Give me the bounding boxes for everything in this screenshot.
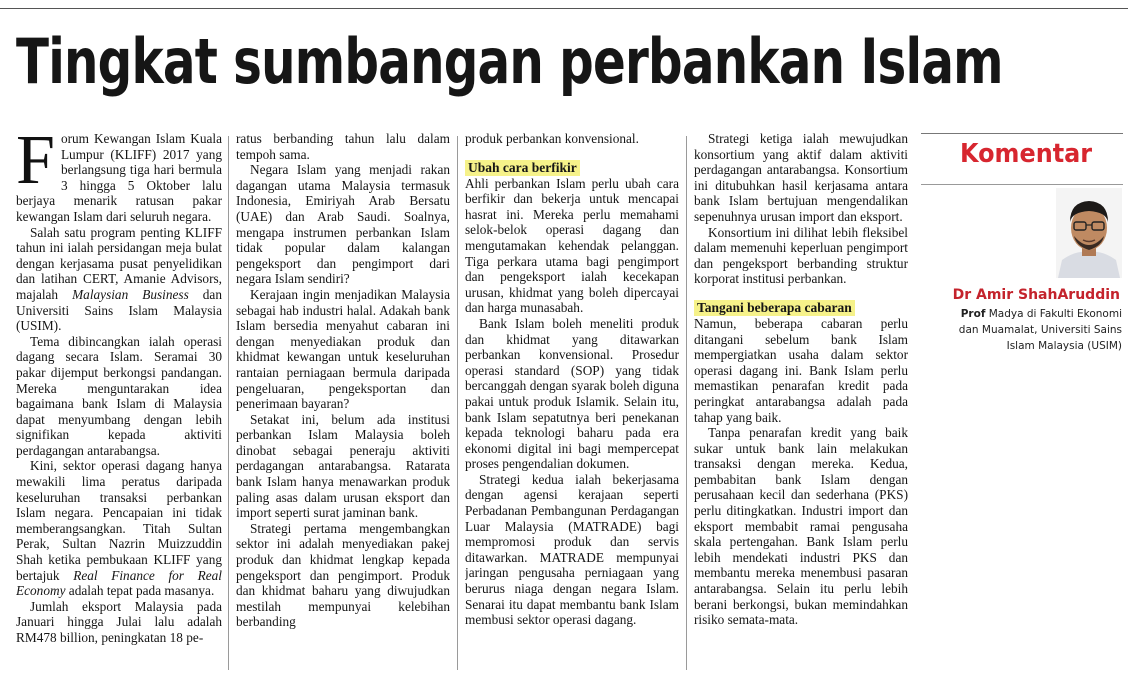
paragraph: Setakat ini, belum ada institusi perbankan Islam Malaysia boleh dinobat sebagai peneraju aktiviti perdagangan antarabangsa. Ratarata bank Islam hanya menawarkan produk paling asas dalam urusan eksport dan import seperti surat jaminan bank. bbox=[236, 411, 450, 521]
paragraph: Tanpa penarafan kredit yang baik sukar untuk bank lain melakukan transaksi dengan mereka. Kedua, pembabitan bank Islam dengan perusahaan kecil dan sederhana (PKS) perlu ditingkatkan. Industri import dan eksport membabit ramai pengusaha skala pertengahan. Bank Islam perlu lebih mendekati industri PKS dan membantu mereka menembusi pasaran antarabangsa. Selain itu perlu lebih berani berkongsi, bukan memindahkan risiko semata-mata. bbox=[694, 425, 908, 628]
subhead-container bbox=[465, 147, 679, 176]
top-rule bbox=[0, 8, 1128, 9]
article-column-4 bbox=[694, 131, 908, 671]
paragraph: Tema dibincangkan ialah operasi dagang secara Islam. Seramai 30 pakar dijemput berkongsi pandangan. Mereka menguntarakan idea bagaimana bank Islam di Malaysia dapat menyumbang dengan lebih signifikan kepada aktiviti perdagangan antarabangsa. bbox=[16, 333, 222, 458]
author-name: Dr Amir ShahAruddin bbox=[952, 287, 1120, 303]
author-role-line: dan Muamalat, Universiti Sains bbox=[958, 324, 1122, 336]
article-column-2 bbox=[236, 131, 450, 671]
paragraph bbox=[16, 131, 222, 225]
headline: Tingkat sumbangan perbankan Islam bbox=[16, 25, 1003, 98]
subhead: Ubah cara berfikir bbox=[465, 160, 580, 176]
paragraph-text: Kini, sektor operasi dagang hanya mewakili lima peratus daripada keseluruhan transaksi perbankan Islam negara. Pencapaian ini tidak memberangsangkan. Titah Sultan Perak, Sultan Nazrin Muizzuddin Shah ketika pembukaan KLIFF yang bertajuk bbox=[16, 458, 222, 583]
column-divider bbox=[686, 136, 687, 670]
paragraph: Strategi ketiga ialah mewujudkan konsortium yang aktif dalam aktiviti perdagangan antarabangsa. Konsortium ini ditubuhkan hasil kerjasama antara bank Islam bertujuan mengendalikan sepenuhnya urusan import dan eksport. bbox=[694, 131, 908, 224]
paragraph: Negara Islam yang menjadi rakan dagangan utama Malaysia termasuk Indonesia, Emiriyah Arab Bersatu (UAE) dan Arab Saudi. Soalnya, mengapa instrumen perbankan Islam tidak popular dalam kalangan pengeksport dan pengimport dari negara Islam sendiri? bbox=[236, 162, 450, 287]
author-title: Prof bbox=[960, 308, 986, 320]
paragraph bbox=[16, 225, 222, 334]
paragraph-text: dan Universiti Sains Islam Malaysia (USIM). bbox=[16, 286, 222, 334]
paragraph-text: Salah satu program penting KLIFF tahun ini ialah persidangan meja bulat dengan kerjasama pusat penyelidikan dan latihan CERT, Amanie Advisors, majalah bbox=[16, 224, 222, 302]
section-label: Komentar bbox=[960, 139, 1093, 169]
author-role-line: Madya di Fakulti Ekonomi bbox=[988, 308, 1122, 320]
paragraph: Konsortium ini dilihat lebih fleksibel dalam memenuhi keperluan pengimport dan pengeksport berbanding struktur korporat institusi perbankan. bbox=[694, 224, 908, 287]
author-description bbox=[940, 306, 1122, 354]
italic-title: Real Finance for Real Economy bbox=[16, 567, 222, 599]
subhead-container bbox=[694, 287, 908, 316]
sidebar-top-rule bbox=[921, 133, 1123, 134]
paragraph bbox=[16, 458, 222, 598]
paragraph: Bank Islam boleh meneliti produk dan khidmat yang ditawarkan perbankan konvensional. Prosedur operasi standard (SOP) yang tidak bercanggah dengan syarak boleh diguna pakai untuk produk Islamik. Selain itu, bank Islam sepatutnya beri penekanan kepada teknologi baharu pada era ekonomi digital ini bagi mempercepat proses pengendalian dokumen. bbox=[465, 315, 679, 472]
drop-cap: F bbox=[16, 131, 55, 199]
article-column-1 bbox=[16, 131, 222, 671]
column-divider bbox=[457, 136, 458, 670]
paragraph: Kerajaan ingin menjadikan Malaysia sebagai hab industri halal. Adakah bank Islam bersedia menyahut cabaran ini dengan menyediakan produk dan khidmat kewangan untuk keseluruhan rantaian perniagaan bermula daripada pengeluaran, pengeksportan dan penerimaan bayaran? bbox=[236, 286, 450, 412]
sidebar-rule bbox=[921, 184, 1123, 185]
paragraph: ratus berbanding tahun lalu dalam tempoh sama. bbox=[236, 131, 450, 162]
column-divider bbox=[228, 136, 229, 670]
paragraph: Namun, beberapa cabaran perlu ditangani sebelum bank Islam mempergiatkan usaha dalam sektor operasi dagang ini. Bank Islam perlu memastikan penarafan kredit pada peringkat antarabangsa adalah pada tahap yang baik. bbox=[694, 315, 908, 425]
article-column-3 bbox=[465, 131, 679, 671]
paragraph: Strategi pertama mengembangkan sektor ini adalah menyediakan pakej produk dan khidmat lengkap kepada pengeksport dan pengimport. Produk dan khidmat baharu yang diwujudkan mestilah mempunyai kelebihan berbanding bbox=[236, 520, 450, 630]
paragraph-text: adalah tepat pada masanya. bbox=[65, 583, 215, 599]
author-portrait-icon bbox=[1056, 188, 1122, 278]
paragraph: Ahli perbankan Islam perlu ubah cara berfikir dan bekerja untuk mencapai hasrat ini. Mereka perlu memahami selok-belok operasi dagang dan mengutamakan kehendak pelanggan. Tiga perkara utama bagi pengimport dan pengeksport ialah kecekapan urusan, khidmat yang boleh dipercayai dan harga munasabah. bbox=[465, 175, 679, 316]
paragraph-text: orum Kewangan Islam Kuala Lumpur (KLIFF) 2017 yang berlangsung tiga hari bermula 3 hingga 5 Oktober lalu berjaya menarik ratusan pakar kewangan Islam dari seluruh negara. bbox=[16, 131, 222, 224]
paragraph: Jumlah eksport Malaysia pada Januari hingga Julai lalu adalah RM478 billion, peningkatan 18 pe- bbox=[16, 598, 222, 645]
paragraph: Strategi kedua ialah bekerjasama dengan agensi kerajaan seperti Perbadanan Pembangunan Perdagangan Luar Malaysia (MATRADE) bagi mempromosi produk dan servis ditawarkan. MATRADE mempunyai jaringan pengusaha perniagaan yang berurus niaga dengan negara Islam. Senarai itu dapat membantu bank Islam membusi sektor operasi dagang. bbox=[465, 471, 679, 628]
paragraph: produk perbankan konvensional. bbox=[465, 131, 639, 146]
italic-title: Malaysian Business bbox=[72, 286, 189, 302]
subhead: Tangani beberapa cabaran bbox=[694, 300, 855, 316]
author-role-line: Islam Malaysia (USIM) bbox=[1006, 340, 1122, 352]
